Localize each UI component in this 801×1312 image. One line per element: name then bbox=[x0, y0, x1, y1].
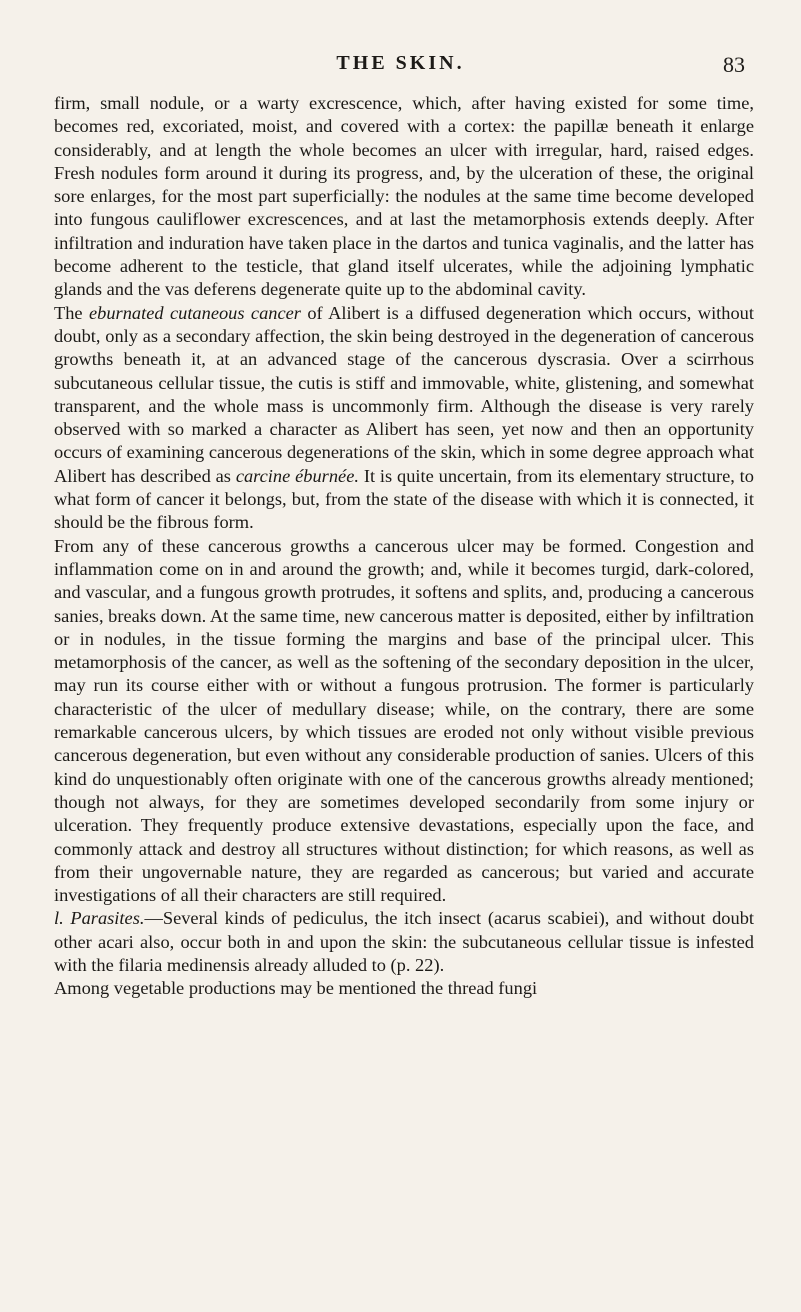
paragraph-3: From any of these cancerous growths a cancerous ulcer may be formed. Congestion and inflammation come on in and around the growth; and, while it becomes turgid, dark-colored, and vascular, and a fungous growth protrudes, it softens and splits, and, producing a cancerous sanies, breaks down. At the same time, new cancerous matter is deposited, either by infiltration or in nodules, in the tissue forming the margins and base of the principal ulcer. This metamorphosis of the cancer, as well as the softening of the secondary deposition in the ulcer, may run its course either with or without a fungous protrusion. The former is particularly characteristic of the ulcer of medullary disease; while, on the contrary, there are some remarkable cancerous ulcers, by which tissues are eroded not only without visible previous cancerous degeneration, but even without any considerable production of sanies. Ulcers of this kind do unquestionably often originate with one of the cancerous growths already mentioned; though not always, for they are sometimes developed secondarily from some injury or ulceration. They frequently produce extensive devastations, especially upon the face, and commonly attack and destroy all structures without distinction; for which reasons, as well as from their ungovernable nature, they are regarded as cancerous; but varied and accurate investigations of all their characters are still required. bbox=[54, 535, 754, 906]
running-head bbox=[0, 52, 801, 80]
running-title: THE SKIN. bbox=[336, 52, 465, 74]
body-text bbox=[54, 92, 754, 1001]
paragraph-5: Among vegetable productions may be mentioned the thread fungi bbox=[54, 978, 538, 999]
term-carcine-eburnee: carcine éburnée. bbox=[235, 465, 359, 486]
paragraph-1: firm, small nodule, or a warty excrescence, which, after having existed for some time, becomes red, excoriated, moist, and covered with a cortex: the papillæ beneath it enlarge considerably, and at length the whole becomes an ulcer with irregular, hard, raised edges. Fresh nodules form around it during its progress, and, by the ulceration of these, the original sore enlarges, for the most part superficially: the nodules at the same time become developed into fungous cauliflower excrescences, and at last the metamorphosis extends deeply. After infiltration and induration have taken place in the dartos and tunica vaginalis, and the latter has become adherent to the testicle, that gland itself ulcerates, while the adjoining lymphatic glands and the vas deferens degenerate quite up to the abdominal cavity. bbox=[54, 93, 754, 300]
paragraph-4: l. Parasites.—Several kinds of pediculus, the itch insect (acarus scabiei), and without doubt other acari also, occur both in and upon the skin: the subcutaneous cellular tissue is infested with the filaria medinensis already alluded to (p. 22). bbox=[54, 908, 754, 975]
page-number: 83 bbox=[723, 52, 745, 77]
term-eburnated-cancer: eburnated cutaneous cancer bbox=[89, 302, 301, 323]
paragraph-2: The eburnated cutaneous cancer of Alibert is a diffused degeneration which occurs, without doubt, only as a secondary affection, the skin being destroyed in the degeneration of cancerous growths beneath it, at an advanced stage of the cancerous dyscrasia. Over a scirrhous subcutaneous cellular tissue, the cutis is stiff and immovable, white, glistening, and somewhat transparent, and the whole mass is uncommonly firm. Although the disease is very rarely observed with so marked a character as Alibert has seen, yet now and then an opportunity occurs of examining cancerous degenerations of the skin, which in some degree approach what Alibert has described as carcine éburnée. It is quite uncertain, from its elementary structure, to what form of cancer it belongs, but, from the state of the disease with which it is connected, it should be the fibrous form. bbox=[54, 302, 754, 533]
section-heading-parasites: l. Parasites. bbox=[54, 908, 145, 929]
